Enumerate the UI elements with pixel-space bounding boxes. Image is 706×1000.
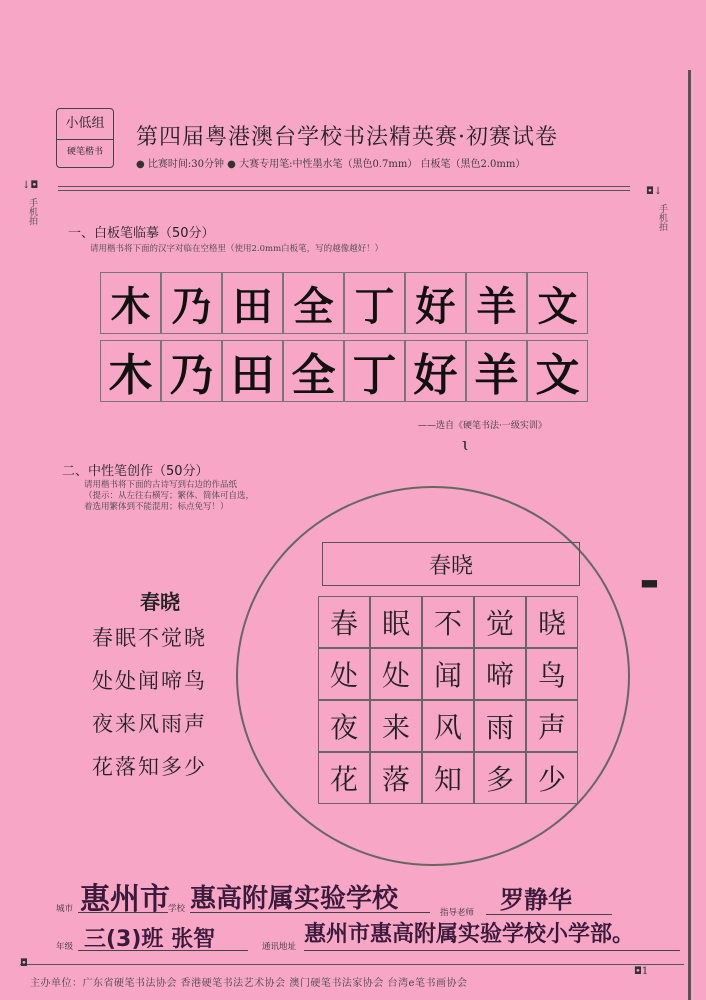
model-char-cell: 全 — [283, 272, 344, 334]
work-char-cell: 处 — [318, 648, 370, 700]
work-char-grid — [318, 596, 578, 804]
model-char-cell: 丁 — [344, 272, 405, 334]
group-badge — [56, 108, 114, 168]
section2-instruction — [84, 480, 254, 513]
work-grid-row — [318, 752, 578, 804]
copy-char-grid — [100, 340, 588, 402]
instruction-line: 请用楷书将下面的古诗写到右边的作品纸 — [84, 480, 238, 490]
work-char-cell: 知 — [422, 752, 474, 804]
section1-instruction: 请用楷书将下面的汉字对临在空格里（使用2.0mm白板笔，写的越像越好！） — [90, 244, 384, 254]
copy-char-cell: 好 — [405, 340, 466, 402]
work-char-cell: 声 — [526, 700, 578, 752]
side-note-right: 手机拍 — [657, 204, 667, 231]
model-char-cell: 文 — [527, 272, 588, 334]
poem-line: 处处闻啼鸟 — [92, 669, 207, 693]
instruction-line: （提示：从左往右横写；繁体、简体可自选， — [84, 491, 255, 501]
copy-char-cell: 田 — [222, 340, 283, 402]
model-char-cell: 木 — [100, 272, 161, 334]
copy-char-cell: 文 — [527, 340, 588, 402]
poem-line: 花落知多少 — [92, 755, 207, 779]
work-grid-row — [318, 596, 578, 648]
work-char-cell: 花 — [318, 752, 370, 804]
teacher-value: 罗静华 — [500, 886, 572, 914]
work-char-cell: 少 — [526, 752, 578, 804]
ink-blot: ▬ — [640, 570, 659, 594]
address-value: 惠州市惠高附属实验学校小学部。 — [304, 922, 635, 947]
instruction-line: 着选用繁体到不能混用；标点免写！） — [84, 502, 229, 512]
model-char-cell: 乃 — [161, 272, 222, 334]
model-char-cell: 好 — [405, 272, 466, 334]
work-char-cell: 眠 — [370, 596, 422, 648]
footer-icon-left: ◘ — [20, 958, 28, 969]
work-grid-row — [318, 700, 578, 752]
school-label: 学校 — [168, 904, 186, 914]
school-value: 惠高附属实验学校 — [190, 884, 399, 914]
city-label: 城市 — [56, 904, 74, 914]
copy-char-cell: 羊 — [466, 340, 527, 402]
pen-mark: ɩ — [462, 434, 470, 455]
work-char-cell: 鸟 — [526, 648, 578, 700]
work-grid-row — [318, 648, 578, 700]
work-char-cell: 风 — [422, 700, 474, 752]
copy-char-cell: 全 — [283, 340, 344, 402]
header-divider-2 — [58, 190, 630, 191]
city-value: 惠州市 — [80, 882, 170, 917]
copy-char-cell: 乃 — [161, 340, 222, 402]
page-title: 第四届粤港澳台学校书法精英赛·初赛试卷 — [136, 125, 558, 150]
header-divider — [58, 186, 630, 187]
work-char-cell: 处 — [370, 648, 422, 700]
work-char-cell: 闻 — [422, 648, 474, 700]
footer-icon-right: ◘1 — [634, 966, 649, 977]
model-char-grid — [100, 272, 588, 334]
copy-char-cell: 丁 — [344, 340, 405, 402]
group-label: 小低组 — [57, 109, 113, 140]
camera-icon-right: ◘↓ — [646, 186, 663, 197]
work-char-cell: 不 — [422, 596, 474, 648]
side-note-left: 手机拍 — [27, 198, 37, 225]
section2-heading: 二、中性笔创作（50分） — [62, 464, 209, 479]
section1-heading: 一、白板笔临摹（50分） — [68, 226, 215, 241]
model-char-cell: 田 — [222, 272, 283, 334]
work-char-cell: 多 — [474, 752, 526, 804]
grade-label: 年级 — [56, 942, 74, 952]
work-char-cell: 晓 — [526, 596, 578, 648]
poem-title: 春晓 — [140, 590, 180, 614]
poem-line: 春眠不觉晓 — [92, 626, 207, 650]
source-note: ——选自《硬笔书法·一级实训》 — [418, 421, 547, 431]
work-char-cell: 觉 — [474, 596, 526, 648]
page-subtitle: ● 比赛时间:30分钟 ● 大赛专用笔:中性墨水笔（黑色0.7mm） 白板笔（黑色2.0mm） — [136, 159, 526, 170]
work-char-cell: 落 — [370, 752, 422, 804]
work-char-cell: 春 — [318, 596, 370, 648]
model-char-cell: 羊 — [466, 272, 527, 334]
footer-divider — [20, 964, 684, 965]
work-title-box: 春晓 — [322, 542, 580, 586]
poem-line: 夜来风雨声 — [92, 712, 207, 736]
work-char-cell: 来 — [370, 700, 422, 752]
page-edge-line — [688, 70, 691, 1000]
work-char-cell: 雨 — [474, 700, 526, 752]
address-label: 通讯地址 — [262, 942, 297, 952]
grade-value: 三(3)班 张智 — [84, 927, 216, 952]
work-char-cell: 啼 — [474, 648, 526, 700]
footer-organizers: 主办单位：广东省硬笔书法协会 香港硬笔书法艺术协会 澳门硬笔书法家协会 台湾e笔书画协会 — [30, 978, 468, 989]
camera-icon-left: ↓◘ — [22, 180, 39, 191]
teacher-label: 指导老师 — [440, 908, 475, 918]
copy-char-cell: 木 — [100, 340, 161, 402]
group-sublabel: 硬笔楷书 — [66, 147, 103, 157]
work-char-cell: 夜 — [318, 700, 370, 752]
address-line — [304, 950, 680, 951]
